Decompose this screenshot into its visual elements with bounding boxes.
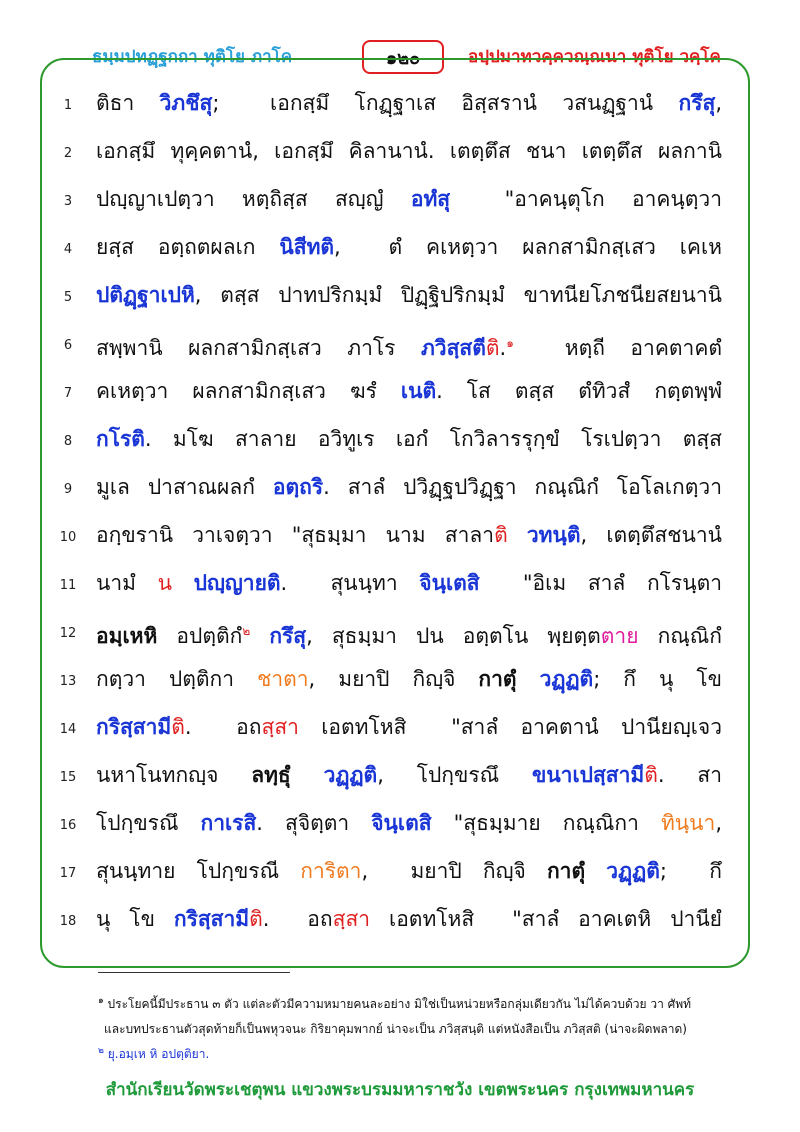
footnote-marker: ๑ [506, 336, 514, 350]
text-segment: นุ โข [96, 907, 174, 931]
line-text [96, 232, 722, 262]
text-segment [291, 763, 324, 787]
text-segment: โปกฺขรณึ [96, 811, 201, 835]
text-segment: นหาโนทกญฺจ [96, 763, 252, 787]
text-segment: . สุนนฺทา [280, 571, 420, 595]
footnote [98, 1015, 708, 1040]
line-number: 12 [59, 626, 77, 641]
text-line [0, 84, 800, 132]
text-segment: , มยาปิ กิญฺจิ [361, 859, 547, 883]
text-segment: . [499, 336, 507, 360]
text-line [0, 180, 800, 228]
text-segment: ; เอกสฺมึ โกฏฺฐาเส อิสฺสรานํ วสนฏฺฐานํ [212, 91, 679, 115]
text-segment: , เตตฺตึสชนานํ [580, 523, 722, 547]
line-text [96, 856, 722, 886]
line-text [96, 904, 722, 934]
line-text [96, 472, 722, 502]
line-number: 4 [63, 242, 73, 257]
text-line [0, 660, 800, 708]
page-footer: สำนักเรียนวัดพระเชตุพน แขวงพระบรมมหาราชวัง เขตพระนคร กรุงเทพมหานคร [105, 1080, 695, 1100]
text-segment: สุนนฺทาย โปกฺขรณี [96, 859, 301, 883]
text-line [0, 564, 800, 612]
highlighted-word: สฺสา [332, 907, 371, 931]
highlighted-word: กรึสุ [678, 91, 716, 115]
line-text [96, 568, 722, 598]
text-line [0, 324, 800, 372]
highlighted-word: กริสฺสามี [173, 907, 250, 931]
highlighted-word: นิสีทติ [279, 235, 335, 259]
highlighted-word: ปติฏฺฐาเปหิ [96, 283, 195, 307]
text-line [0, 228, 800, 276]
line-number: 7 [63, 386, 73, 401]
line-number: 5 [63, 290, 73, 305]
highlighted-word: ชาตา [257, 667, 309, 691]
highlighted-word: กโรติ [96, 427, 145, 451]
highlighted-word: อมฺเหหิ [96, 624, 158, 648]
text-segment: กตฺวา ปตฺติกา [96, 667, 258, 691]
line-text [96, 712, 722, 742]
footnote-marker: ๒ [242, 624, 251, 638]
text-segment: . อถ [184, 715, 262, 739]
text-segment: , [715, 91, 722, 115]
text-segment: , ตํ คเหตฺวา ผลกสามิกสฺเสว เคเห [334, 235, 722, 259]
footnote [98, 1040, 708, 1065]
footnote-text: ยุ.อมฺเห หิ อปตฺติยา. [103, 1047, 210, 1061]
text-segment [585, 859, 606, 883]
text-line [0, 132, 800, 180]
text-segment: ปญฺญาเปตฺวา หตฺถิสฺส สญฺญํ [96, 187, 411, 211]
text-segment: ; กึ นุ โข [593, 667, 722, 691]
line-text [96, 424, 722, 454]
text-segment: เอกสฺมึ ทุคฺคตานํ, เอกสฺมึ คิลานานํ. เตตฺตึส ชนา เตตฺตึส ผลกานิ [96, 139, 722, 163]
highlighted-word: วฏฺฏติ [539, 667, 594, 691]
text-segment [250, 624, 269, 648]
highlighted-word: วฏฺฏติ [323, 763, 378, 787]
highlighted-word: ติ [171, 715, 185, 739]
text-segment: , [715, 811, 722, 835]
highlighted-word: จินฺเตสิ [371, 811, 432, 835]
text-segment: กณฺณิกํ [638, 624, 722, 648]
text-line [0, 516, 800, 564]
text-line [0, 708, 800, 756]
line-number: 15 [59, 770, 77, 785]
footnote-divider [98, 972, 290, 973]
line-text [96, 184, 722, 214]
text-line [0, 420, 800, 468]
line-number: 8 [63, 434, 73, 449]
line-number: 14 [59, 722, 77, 737]
highlighted-word: กรึสุ [269, 624, 307, 648]
book-title: ธมฺมปทฏฺฐกถา ทุติโย ภาโค [92, 47, 293, 67]
chapter-title: อปฺปมาทวคฺควณฺณนา ทุติโย วคฺโค [468, 47, 721, 67]
line-text [96, 520, 722, 550]
highlighted-word: ติ [249, 907, 263, 931]
text-segment: มูเล ปาสาณผลกํ [96, 475, 273, 499]
text-segment [508, 523, 527, 547]
text-segment: อกฺขรานิ วาเจตฺวา "สุธมฺมา นาม สาลา [96, 523, 495, 547]
text-segment: , มยาปิ กิญฺจิ [308, 667, 479, 691]
line-text [96, 328, 722, 363]
line-number: 3 [63, 194, 73, 209]
text-segment: คเหตฺวา ผลกสามิกสฺเสว ฆรํ [96, 379, 401, 403]
footnote [98, 990, 708, 1015]
line-number: 9 [63, 482, 73, 497]
text-segment: . สา [657, 763, 722, 787]
text-segment [517, 667, 540, 691]
highlighted-word: วฏฺฏติ [606, 859, 660, 883]
highlighted-word: วทนฺติ [526, 523, 581, 547]
text-line [0, 756, 800, 804]
line-text [96, 664, 722, 694]
line-text [96, 376, 722, 406]
highlighted-word: จินฺเตสิ [419, 571, 480, 595]
highlighted-word: ติ [485, 336, 500, 360]
line-text [96, 88, 722, 118]
text-segment: . สาลํ ปวิฏฺฐปวิฏฺฐา กณฺณิกํ โอโลเกตฺวา [323, 475, 722, 499]
line-number: 18 [59, 914, 77, 929]
line-text [96, 760, 722, 790]
highlighted-word: ขนาเปสฺสามี [531, 763, 645, 787]
highlighted-word: อทํสุ [410, 187, 451, 211]
text-segment: , ตสฺส ปาทปริกมฺมํ ปิฏฺฐิปริกมฺมํ ขาทนียโภชนียสยนานิ [194, 283, 722, 307]
text-segment: อปตฺติกํ [157, 624, 243, 648]
highlighted-word: อตฺถริ [272, 475, 324, 499]
text-segment: ติธา [96, 91, 160, 115]
text-line [0, 372, 800, 420]
highlighted-word: ทินฺนา [660, 811, 716, 835]
text-segment: ยสฺส อตฺถตผลเก [96, 235, 280, 259]
footnote-mark: ๒ [98, 1046, 104, 1056]
text-line [0, 276, 800, 324]
footnote-text: และบทประธานตัวสุดท้ายก็เป็นพหุวจนะ กิริยาคุมพากย์ น่าจะเป็น ภวิสฺสนฺติ แต่หนังสือเป็น ภวิสฺสติ (น่าจะผิดพลาด) [104, 1022, 687, 1036]
text-line [0, 852, 800, 900]
text-segment [172, 571, 194, 595]
highlighted-word: ตาย [600, 624, 639, 648]
line-text [96, 616, 722, 651]
text-segment: สพฺพานิ ผลกสามิกสฺเสว ภาโร [96, 336, 421, 360]
text-segment: . โส ตสฺส ตํทิวสํ กตฺตพฺพํ [436, 379, 722, 403]
line-number: 2 [63, 146, 73, 161]
highlighted-word: ติ [644, 763, 658, 787]
highlighted-word: กาตุํ [478, 667, 517, 691]
text-segment: , สุธมฺมา ปน อตฺตโน พฺยตฺต [306, 624, 601, 648]
text-line [0, 468, 800, 516]
highlighted-word: ปญฺญายติ [193, 571, 281, 595]
text-line [0, 804, 800, 852]
footnote-text: ประโยคนี้มีประธาน ๓ ตัว แต่ละตัวมีความหมายคนละอย่าง มิใช่เป็นหน่วยหรือกลุ่มเดียวกัน ไม่ได้ควบด้วย วา ศัพท์ [103, 997, 692, 1011]
line-number: 16 [59, 818, 77, 833]
line-number: 1 [63, 98, 73, 113]
highlighted-word: กริสฺสามี [96, 715, 172, 739]
line-number: 11 [59, 578, 77, 593]
highlighted-word: ลทฺธุํ [251, 763, 291, 787]
line-number: 6 [63, 338, 73, 353]
text-line [0, 900, 800, 948]
text-segment: ; กึ [659, 859, 722, 883]
text-segment: . สุจิตฺตา [256, 811, 372, 835]
highlighted-word: การิตา [300, 859, 362, 883]
text-segment: นามํ [96, 571, 158, 595]
text-segment: , โปกฺขรณึ [377, 763, 532, 787]
highlighted-word: วิภชึสุ [159, 91, 213, 115]
line-number: 13 [59, 674, 77, 689]
text-line [0, 612, 800, 660]
text-segment: เอตทโหสิ "สาลํ อาคเตหิ ปานียํ [370, 907, 722, 931]
page-number: ๑๒๐ [362, 40, 444, 74]
text-segment: . มโฆ สาลาย อวิทูเร เอกํ โกวิลารรุกฺขํ โรเปตฺวา ตสฺส [144, 427, 722, 451]
highlighted-word: เนติ [400, 379, 437, 403]
text-segment: หตฺถี อาคตาคตํ [513, 336, 722, 360]
line-text [96, 136, 722, 166]
text-segment: เอตทโหสิ "สาลํ อาคตานํ ปานียญฺเจว [298, 715, 722, 739]
highlighted-word: น [157, 571, 172, 595]
footnote-mark: ๑ [98, 996, 104, 1006]
line-text [96, 808, 722, 838]
highlighted-word: ภวิสฺสตี [420, 336, 486, 360]
text-segment: "อิเม สาลํ กโรนฺตา [479, 571, 722, 595]
highlighted-word: กาตุํ [546, 859, 586, 883]
text-segment: "สุธมฺมาย กณฺณิกา [431, 811, 661, 835]
highlighted-word: ติ [494, 523, 508, 547]
text-segment: "อาคนฺตุโก อาคนฺตฺวา [450, 187, 722, 211]
line-text [96, 280, 722, 310]
line-number: 17 [59, 866, 77, 881]
text-segment: . อถ [262, 907, 333, 931]
highlighted-word: สฺสา [261, 715, 299, 739]
line-number: 10 [59, 530, 77, 545]
footnotes [98, 990, 708, 1065]
highlighted-word: กาเรสิ [200, 811, 257, 835]
